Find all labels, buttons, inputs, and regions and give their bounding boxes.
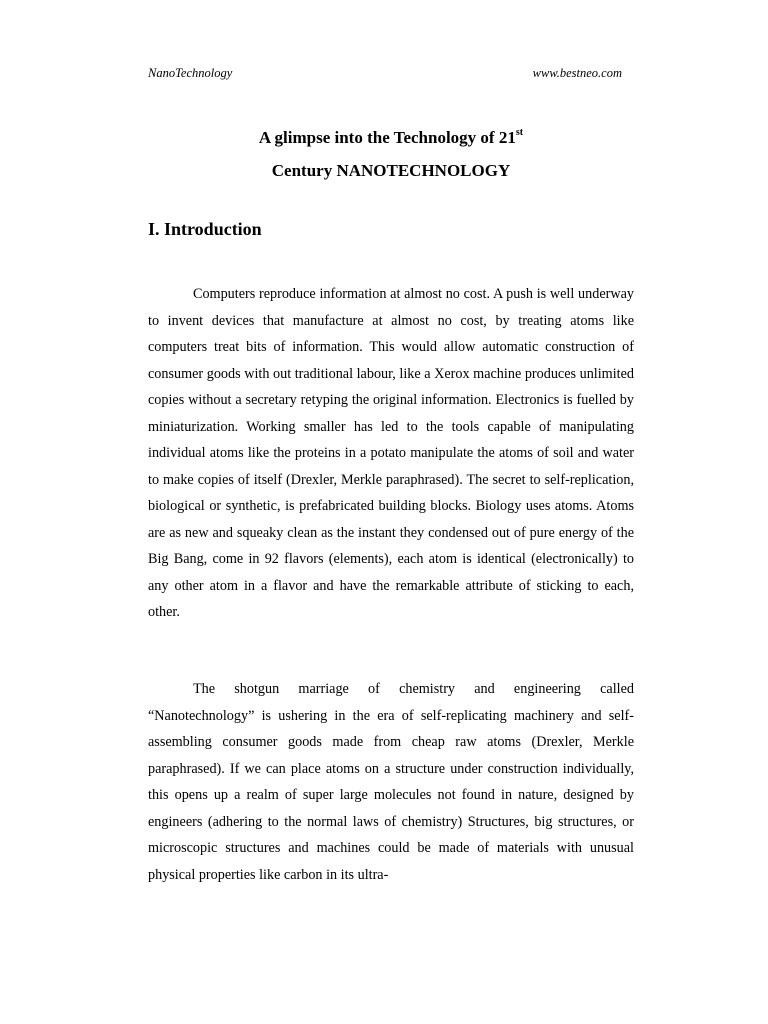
- header-website: www.bestneo.com: [532, 66, 622, 80]
- running-header: [148, 66, 622, 84]
- header-topic: NanoTechnology: [148, 66, 233, 80]
- title-superscript: st: [515, 127, 524, 138]
- document-title-line-2: Century NANOTECHNOLOGY: [271, 161, 511, 180]
- title-line-1-text: A glimpse into the Technology of 21: [258, 128, 516, 147]
- section-heading: I. Introduction: [148, 219, 262, 239]
- body-paragraph-1: Computers reproduce information at almost no cost. A push is well underway to invent devices that manufacture at almost no cost, by treating atoms like computers treat bits of information. This would allow automatic construction of consumer goods with out traditional labour, like a Xerox machine produces unlimited copies without a secretary retyping the original information. Electronics is fuelled by miniaturization. Working smaller has led to the tools capable of manipulating individual atoms like the proteins in a potato manipulate the atoms of soil and water to make copies of itself (Drexler, Merkle paraphrased). The secret to self-replication, biological or synthetic, is prefabricated building blocks. Biology uses atoms. Atoms are as new and squeaky clean as the instant they condensed out of pure energy of the Big Bang, come in 92 flavors (elements), each atom is identical (electronically) to any other atom in a flavor and have the remarkable attribute of sticking to each, other.: [148, 286, 634, 620]
- body-paragraph-2: The shotgun marriage of chemistry and engineering called “Nanotechnology” is ushering in the era of self-replicating machinery and self-assembling consumer goods made from cheap raw atoms (Drexler, Merkle paraphrased). If we can place atoms on a structure under construction individually, this opens up a realm of super large molecules not found in nature, designed by engineers (adhering to the normal laws of chemistry) Structures, big structures, or microscopic structures and machines could be made of materials with unusual physical properties like carbon in its ultra-: [148, 681, 634, 883]
- document-title-line-1: [148, 128, 634, 148]
